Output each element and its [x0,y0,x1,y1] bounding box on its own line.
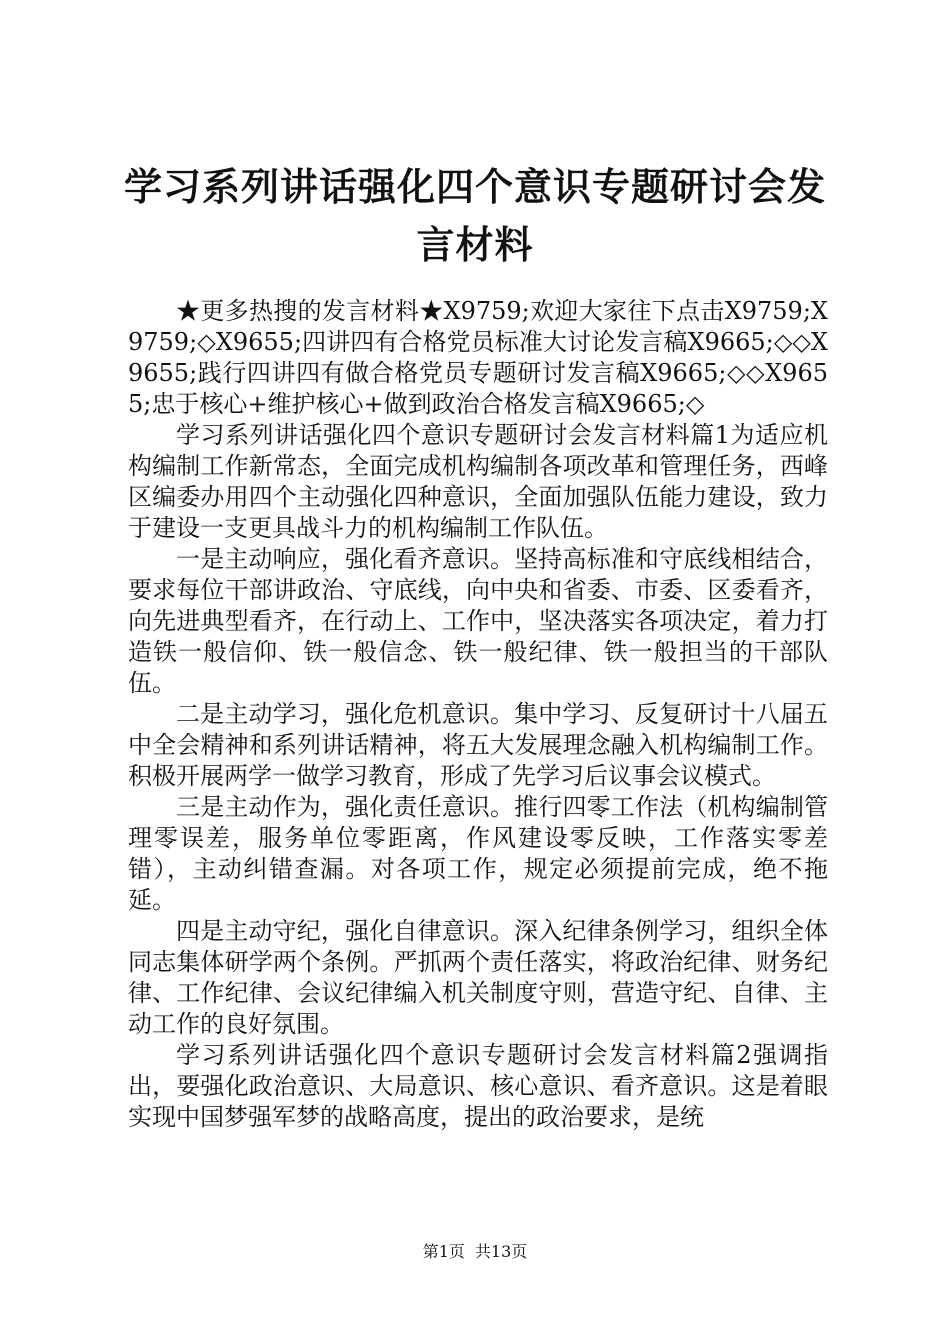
page-footer [0,1241,950,1263]
body-paragraph: 学习系列讲话强化四个意识专题研讨会发言材料篇1为适应机构编制工作新常态，全面完成机构编制各项改革和管理任务，西峰区编委办用四个主动强化四种意识，全面加强队伍能力建设，致力于建设一支更具战斗力的机构编制工作队伍。 [128,421,828,542]
body-paragraph: 学习系列讲话强化四个意识专题研讨会发言材料篇2强调指出，要强化政治意识、大局意识、核心意识、看齐意识。这是着眼实现中国梦强军梦的战略高度，提出的政治要求，是统 [128,1041,828,1131]
body-paragraph: 一是主动响应，强化看齐意识。坚持高标准和守底线相结合，要求每位干部讲政治、守底线，向中央和省委、市委、区委看齐，向先进典型看齐，在行动上、工作中，坚决落实各项决定，着力打造铁一般信仰、铁一般信念、铁一般纪律、铁一般担当的干部队伍。 [128,545,828,697]
hot-links-paragraph: ★更多热搜的发言材料★X9759;欢迎大家往下点击X9759;X9759;◇X9655;四讲四有合格党员标准大讨论发言稿X9665;◇◇X9655;践行四讲四有做合格党员专题研讨发言稿X9665;◇◇X9655;忠于核心+维护核心+做到政治合格发言稿X9665;◇ [128,297,828,418]
body-paragraph: 四是主动守纪，强化自律意识。深入纪律条例学习，组织全体同志集体研学两个条例。严抓两个责任落实，将政治纪律、财务纪律、工作纪律、会议纪律编入机关制度守则，营造守纪、自律、主动工作的良好氛围。 [128,917,828,1038]
body-paragraph: 二是主动学习，强化危机意识。集中学习、反复研讨十八届五中全会精神和系列讲话精神，将五大发展理念融入机构编制工作。积极开展两学一做学习教育，形成了先学习后议事会议模式。 [128,700,828,790]
body-paragraph: 三是主动作为，强化责任意识。推行四零工作法（机构编制管理零误差，服务单位零距离，作风建设零反映，工作落实零差错），主动纠错查漏。对各项工作，规定必须提前完成，绝不拖延。 [128,793,828,914]
page-total: 共13页 [474,1242,528,1261]
page-number: 第1页 [422,1242,465,1261]
document-title: 学习系列讲话强化四个意识专题研讨会发言材料 [123,164,826,267]
document-body [128,296,828,1133]
